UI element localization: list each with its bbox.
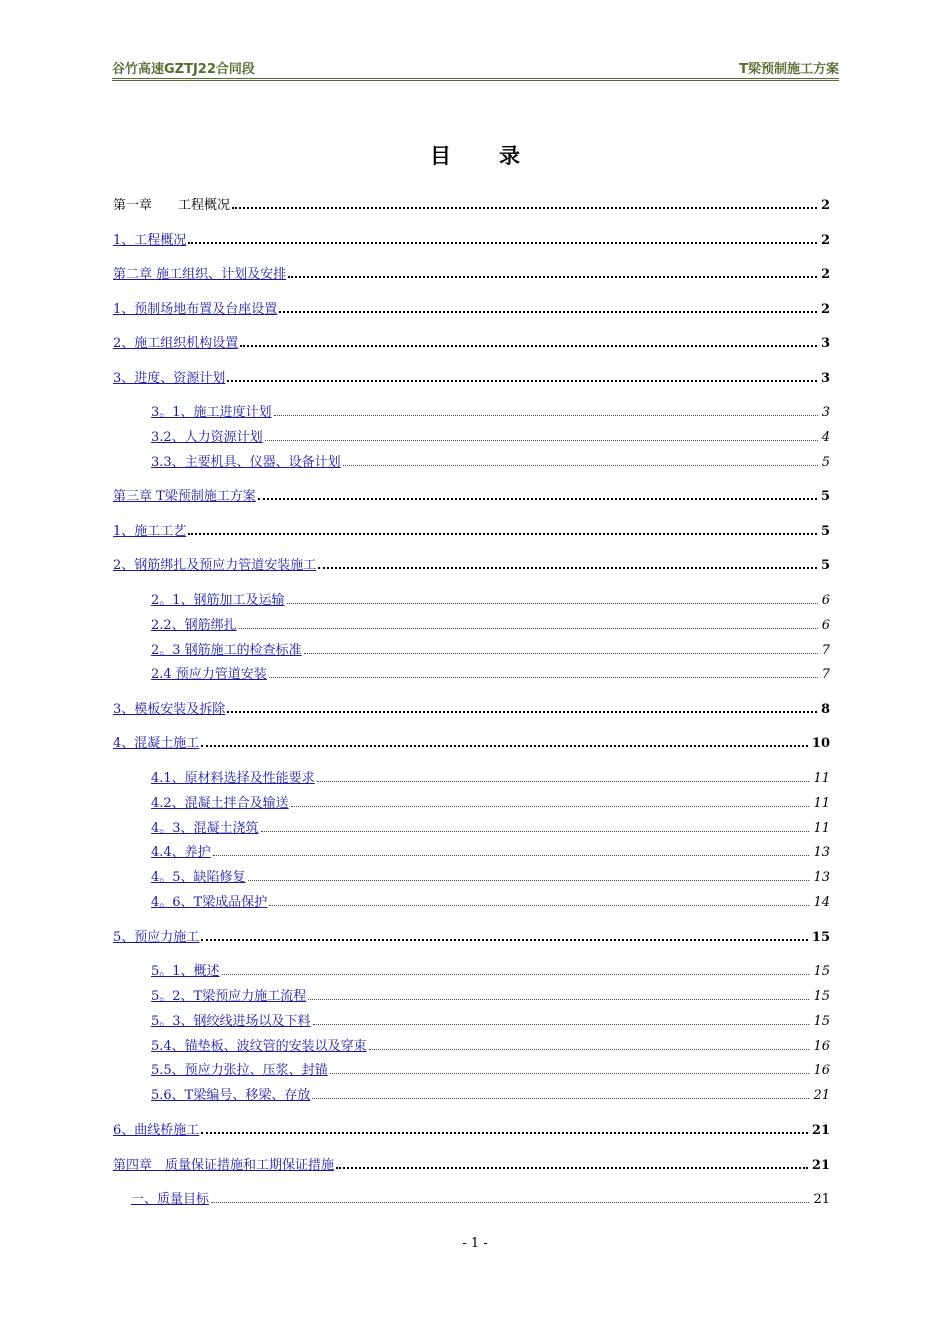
toc-entry-page: 3	[820, 371, 830, 386]
toc-dot-leader	[239, 628, 818, 629]
toc-entry-page: 21	[811, 1158, 830, 1173]
toc-entry-label[interactable]: 3。1、施工进度计划	[151, 405, 272, 420]
toc-dot-leader	[201, 1132, 808, 1134]
toc-title-char-2: 录	[499, 144, 520, 168]
toc-entry-page: 16	[813, 1063, 830, 1078]
toc-entry[interactable]	[151, 1058, 830, 1078]
toc-entry-label[interactable]: 5、预应力施工	[113, 930, 200, 945]
toc-dot-leader	[318, 567, 817, 569]
toc-entry-label[interactable]: 第四章 质量保证措施和工期保证措施	[113, 1158, 335, 1173]
toc-entry-page: 5	[820, 489, 830, 504]
toc-entry[interactable]	[151, 1083, 830, 1103]
toc-entry[interactable]	[151, 816, 830, 836]
toc-dot-leader	[232, 207, 817, 209]
toc-entry[interactable]	[151, 1034, 830, 1054]
toc-entry-page: 3	[821, 405, 830, 420]
toc-entry-label[interactable]: 第三章 T梁预制施工方案	[113, 489, 256, 504]
toc-dot-leader	[269, 905, 809, 906]
toc-dot-leader	[248, 880, 810, 881]
toc-entry-label[interactable]: 4。5、缺陷修复	[151, 870, 246, 885]
toc-dot-leader	[308, 999, 809, 1000]
toc-entry[interactable]	[113, 262, 830, 282]
toc-entry-label[interactable]: 2、钢筋绑扎及预应力管道安装施工	[113, 558, 317, 573]
toc-dot-leader	[330, 1073, 810, 1074]
toc-entry-label[interactable]: 2。1、钢筋加工及运输	[151, 593, 285, 608]
toc-entry-page: 2	[820, 267, 830, 282]
toc-entry[interactable]	[113, 731, 830, 751]
toc-entry[interactable]	[151, 1009, 830, 1029]
toc-entry-label[interactable]: 5。1、概述	[151, 964, 220, 979]
toc-entry-page: 2	[820, 198, 830, 213]
toc-entry[interactable]	[113, 366, 830, 386]
toc-entry-page: 4	[821, 430, 830, 445]
toc-entry-page: 7	[821, 667, 830, 682]
toc-entry[interactable]	[151, 400, 830, 420]
toc-dot-leader	[336, 1167, 808, 1169]
toc-dot-leader	[274, 415, 818, 416]
toc-dot-leader	[279, 311, 817, 313]
toc-dot-leader	[188, 242, 817, 244]
toc-entry-label[interactable]: 1、工程概况	[113, 233, 187, 248]
toc-entry-label[interactable]: 2、施工组织机构设置	[113, 336, 239, 351]
toc-entry-label[interactable]: 3.2、人力资源计划	[151, 430, 263, 445]
toc-entry-page: 7	[821, 643, 830, 658]
toc-entry-label[interactable]: 4、混凝土施工	[113, 736, 200, 751]
toc-entry[interactable]	[113, 519, 830, 539]
toc-entry-label[interactable]: 5。3、钢绞线进场以及下料	[151, 1014, 311, 1029]
toc-entry[interactable]	[151, 791, 830, 811]
toc-entry[interactable]	[151, 588, 830, 608]
header-project-name: 谷竹高速GZTJ22合同段	[112, 62, 255, 77]
toc-entry[interactable]	[151, 638, 830, 658]
toc-entry-label[interactable]: 2.4 预应力管道安装	[151, 667, 267, 682]
toc-dot-leader	[213, 855, 810, 856]
toc-entry-label[interactable]: 5。2、T梁预应力施工流程	[151, 989, 307, 1004]
toc-dot-leader	[343, 465, 818, 466]
toc-entry-page: 15	[813, 1014, 830, 1029]
toc-entry-page: 13	[813, 845, 830, 860]
toc-entry-label[interactable]: 4.4、养护	[151, 845, 211, 860]
toc-entry-page: 15	[813, 989, 830, 1004]
header-document-title: T梁预制施工方案	[739, 62, 839, 77]
toc-entry-page: 15	[813, 964, 830, 979]
toc-entry-page: 11	[813, 771, 830, 786]
toc-entry[interactable]	[113, 228, 830, 248]
toc-entry[interactable]	[113, 297, 830, 317]
page-number: - 1 -	[462, 1236, 488, 1251]
toc-entry[interactable]	[151, 450, 830, 470]
toc-entry-label[interactable]: 6、曲线桥施工	[113, 1123, 200, 1138]
toc-entry-page: 14	[813, 895, 830, 910]
toc-dot-leader	[369, 1049, 810, 1050]
toc-title	[0, 140, 950, 170]
toc-entry[interactable]	[151, 959, 830, 979]
toc-entry[interactable]	[113, 553, 830, 573]
toc-dot-leader	[227, 380, 817, 382]
toc-entry-page: 6	[821, 618, 830, 633]
toc-dot-leader	[258, 498, 817, 500]
toc-entry-label[interactable]: 5.4、锚垫板、波纹管的安装以及穿束	[151, 1039, 367, 1054]
toc-dot-leader	[265, 440, 818, 441]
toc-dot-leader	[211, 1202, 809, 1203]
toc-entry-page: 8	[820, 702, 830, 717]
toc-dot-leader	[261, 831, 810, 832]
toc-entry-page: 2	[820, 302, 830, 317]
toc-entry[interactable]	[151, 890, 830, 910]
toc-entry[interactable]	[113, 331, 830, 351]
toc-entry-label[interactable]: 4。3、混凝土浇筑	[151, 821, 259, 836]
toc-entry[interactable]	[151, 840, 830, 860]
toc-entry[interactable]	[113, 925, 830, 945]
toc-entry-page: 5	[821, 455, 830, 470]
toc-entry-page: 21	[811, 1123, 830, 1138]
toc-dot-leader	[288, 276, 817, 278]
toc-entry[interactable]	[113, 193, 830, 213]
toc-dot-leader	[201, 939, 808, 941]
toc-entry-page: 15	[811, 930, 830, 945]
toc-entry[interactable]	[151, 613, 830, 633]
toc-entry-page: 16	[813, 1039, 830, 1054]
toc-entry-page: 2	[820, 233, 830, 248]
toc-entry-label[interactable]: 5.6、T梁编号、移梁、存放	[151, 1088, 311, 1103]
toc-entry[interactable]	[151, 425, 830, 445]
toc-dot-leader	[317, 781, 810, 782]
toc-dot-leader	[291, 806, 810, 807]
toc-entry-label[interactable]: 5.5、预应力张拉、压浆、封锚	[151, 1063, 328, 1078]
toc-dot-leader	[287, 603, 818, 604]
toc-dot-leader	[222, 974, 810, 975]
toc-entry[interactable]	[151, 662, 830, 682]
toc-entry-label[interactable]: 3、模板安装及拆除	[113, 702, 226, 717]
toc-entry-label[interactable]: 3、进度、资源计划	[113, 371, 226, 386]
toc-dot-leader	[269, 677, 818, 678]
toc-entry-label[interactable]: 1、预制场地布置及台座设置	[113, 302, 278, 317]
toc-entry-page: 3	[820, 336, 830, 351]
toc-entry[interactable]	[151, 984, 830, 1004]
toc-title-char-1: 目	[430, 144, 451, 168]
toc-dot-leader	[227, 711, 817, 713]
toc-entry-label[interactable]: 4。6、T梁成品保护	[151, 895, 268, 910]
toc-entry-label[interactable]: 3.3、主要机具、仪器、设备计划	[151, 455, 341, 470]
toc-entry[interactable]	[151, 766, 830, 786]
page-header	[112, 56, 839, 81]
toc-entry-label[interactable]: 2。3 钢筋施工的检查标准	[151, 643, 302, 658]
toc-entry-label[interactable]: 2.2、钢筋绑扎	[151, 618, 237, 633]
toc-entry-label[interactable]: 一、质量目标	[131, 1192, 210, 1207]
toc-entry-page: 5	[820, 524, 830, 539]
toc-entry-label[interactable]: 4.2、混凝土拌合及输送	[151, 796, 289, 811]
toc-entry-page: 21	[813, 1088, 830, 1103]
toc-entry-page: 21	[813, 1192, 830, 1207]
toc-dot-leader	[201, 745, 808, 747]
toc-dot-leader	[312, 1098, 809, 1099]
toc-entry-label: 第一章 工程概况	[113, 198, 231, 213]
toc-entry[interactable]	[113, 1118, 830, 1138]
toc-entry[interactable]	[151, 865, 830, 885]
toc-dot-leader	[313, 1024, 810, 1025]
toc-entry[interactable]	[113, 484, 830, 504]
toc-dot-leader	[188, 533, 817, 535]
toc-entry-page: 10	[811, 736, 830, 751]
toc-entry-page: 11	[813, 796, 830, 811]
toc-entry-page: 11	[813, 821, 830, 836]
toc-entry-page: 6	[821, 593, 830, 608]
toc-entry[interactable]	[113, 697, 830, 717]
toc-entry-label[interactable]: 第二章 施工组织、计划及安排	[113, 267, 287, 282]
toc-entry-label[interactable]: 4.1、原材料选择及性能要求	[151, 771, 315, 786]
toc-entry-page: 5	[820, 558, 830, 573]
toc-entry[interactable]	[113, 1153, 830, 1173]
toc-dot-leader	[304, 653, 818, 654]
toc-dot-leader	[240, 345, 817, 347]
toc-entry[interactable]	[131, 1187, 830, 1207]
toc-entry-label[interactable]: 1、施工工艺	[113, 524, 187, 539]
toc-entry-page: 13	[813, 870, 830, 885]
